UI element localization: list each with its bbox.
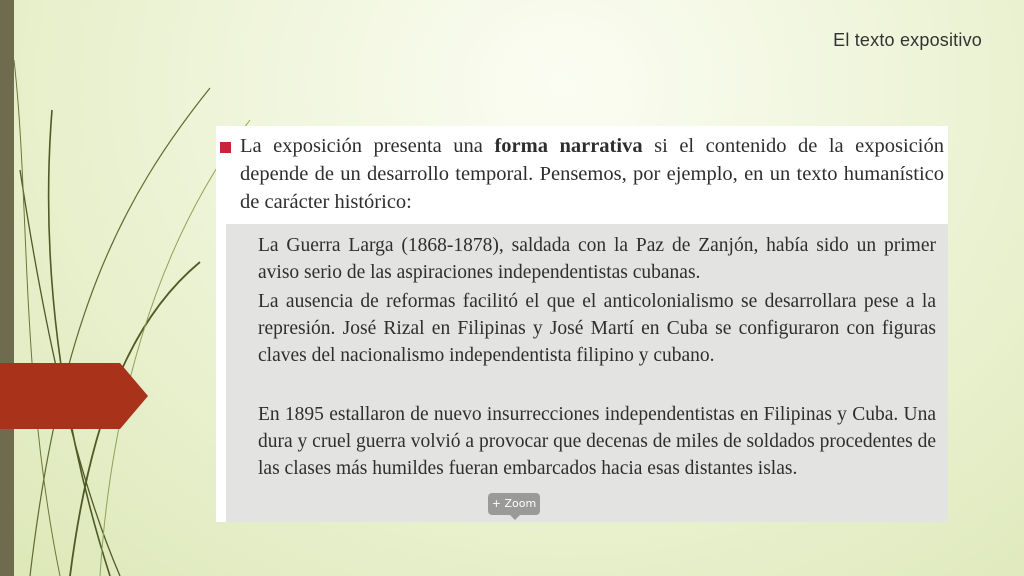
intro-paragraph xyxy=(216,132,948,216)
zoom-button[interactable]: + Zoom xyxy=(488,493,540,515)
intro-text-end: si el contenido de la exposición depende de un desarrollo temporal. Pensemos, por ejemplo, en un texto humanístico de carácter histórico: xyxy=(240,135,944,213)
slide-title: El texto expositivo xyxy=(833,30,982,50)
quote-paragraph: En 1895 estallaron de nuevo insurrecciones independentistas en Filipinas y Cuba. Una dura y cruel guerra volvió a provocar que decenas de miles de soldados procedentes de las clases más humildes fueran embarcados hacia esas distantes islas. xyxy=(258,404,936,479)
quote-paragraph: La Guerra Larga (1868-1878), saldada con la Paz de Zanjón, había sido un primer aviso serio de las aspiraciones independentistas cubanas. xyxy=(258,235,936,283)
textbook-excerpt xyxy=(216,126,948,522)
quote-paragraph: La ausencia de reformas facilitó el que el anticolonialismo se desarrollara pese a la represión. José Rizal en Filipinas y José Martí en Cuba se configuraron con figuras claves del nacionalismo independentista filipino y cubano. xyxy=(258,291,936,366)
intro-text xyxy=(240,132,944,216)
intro-text-start: La exposición presenta una xyxy=(240,135,495,157)
red-arrow-tab xyxy=(0,363,148,429)
intro-bold-term: forma narrativa xyxy=(494,135,643,157)
quote-box xyxy=(226,224,948,522)
bullet-square-icon xyxy=(220,142,231,153)
